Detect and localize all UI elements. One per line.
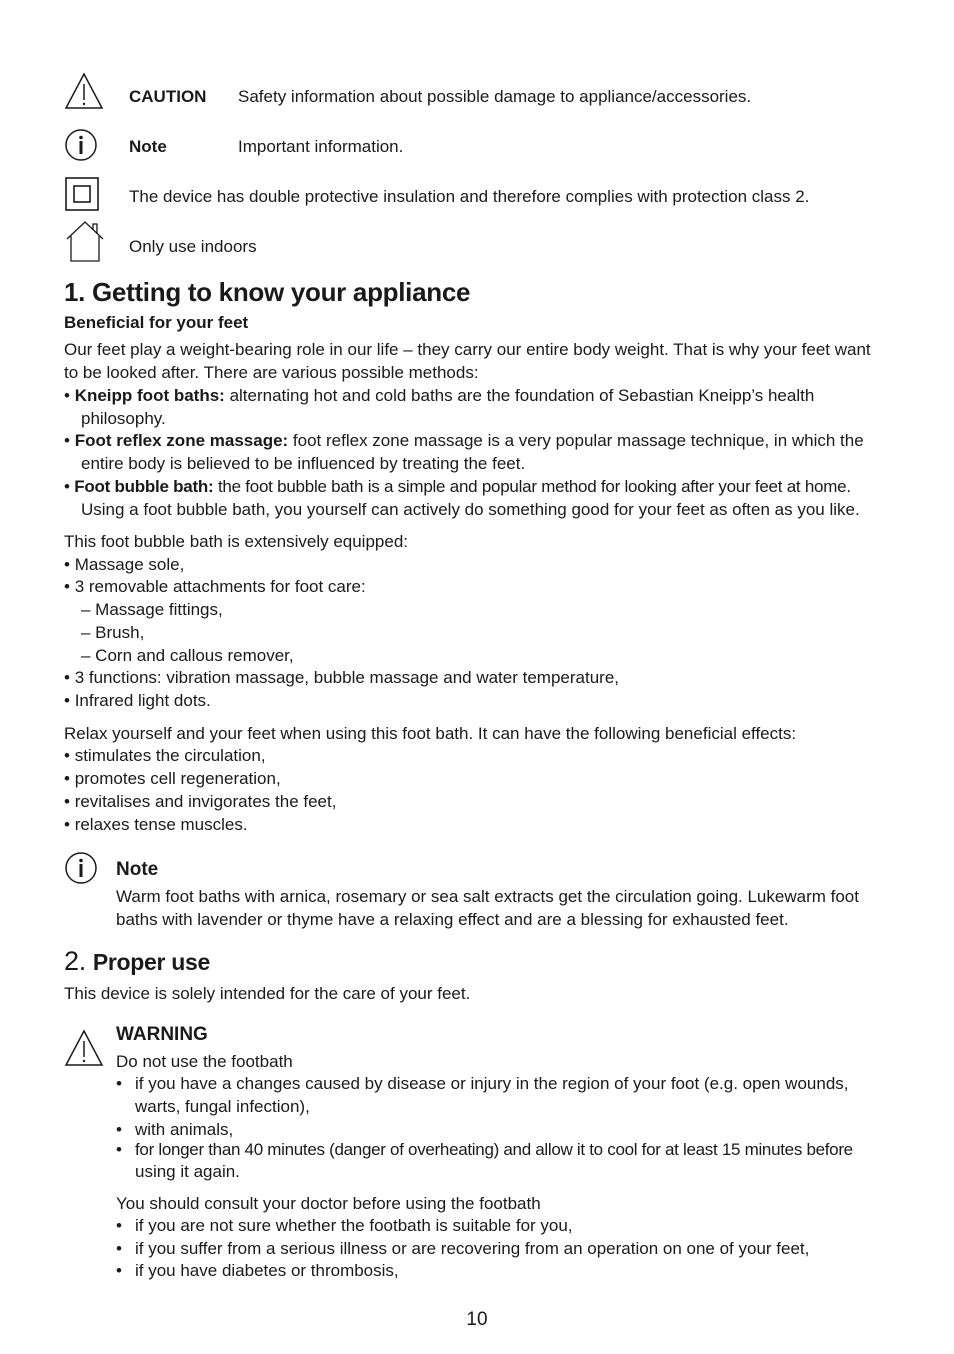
consult-item-text: if you are not sure whether the footbath is suitable for you, xyxy=(135,1216,573,1235)
consult-item-text: if you suffer from a serious illness or are recovering from an operation on one of your feet, xyxy=(135,1239,810,1258)
warning-item-text: if you have a changes caused by disease or injury in the region of your foot (e.g. open wounds, xyxy=(135,1074,849,1093)
section-2-title: Proper use xyxy=(92,949,211,975)
effects-intro: Relax yourself and your feet when using this foot bath. It can have the following beneficial effects: xyxy=(64,724,797,743)
warning-item-text-cont: warts, fungal infection), xyxy=(135,1097,310,1116)
intro-line-1: Our feet play a weight-bearing role in our life – they carry our entire body weight. That is why your feet want xyxy=(64,340,871,359)
class2-text: The device has double protective insulation and therefore complies with protection class 2. xyxy=(129,187,810,206)
equipped-item: • 3 removable attachments for foot care: xyxy=(64,577,366,596)
method-bubble-text: the foot bubble bath is a simple and popular method for looking after your feet at home. xyxy=(213,477,851,496)
indoors-text: Only use indoors xyxy=(129,237,257,256)
intro-line-2: to be looked after. There are various possible methods: xyxy=(64,363,479,382)
warning-item-text: for longer than 40 minutes (danger of overheating) and allow it to cool for at least 15 minutes before xyxy=(135,1140,853,1159)
equipped-item: • Infrared light dots. xyxy=(64,691,211,710)
warning-title: WARNING xyxy=(116,1024,208,1045)
consult-item: • xyxy=(116,1239,122,1258)
equipped-subitem: – Brush, xyxy=(81,623,145,642)
warning-item-text-cont: using it again. xyxy=(135,1162,240,1181)
note-label: Note xyxy=(129,137,167,156)
section-2-heading xyxy=(64,946,210,977)
protection-class-2-icon xyxy=(65,177,99,211)
effect-item: • relaxes tense muscles. xyxy=(64,815,248,834)
equipped-intro: This foot bubble bath is extensively equipped: xyxy=(64,532,409,551)
caution-label: CAUTION xyxy=(129,87,207,106)
consult-item-text: if you have diabetes or thrombosis, xyxy=(135,1261,399,1280)
method-reflex: • Foot reflex zone massage: foot reflex zone massage is a very popular massage technique, in which the xyxy=(64,431,864,450)
note-title: Note xyxy=(116,859,159,880)
consult-item: • xyxy=(116,1261,122,1280)
method-bubble-title: Foot bubble bath: xyxy=(74,477,214,496)
section-2-intro: This device is solely intended for the care of your feet. xyxy=(64,984,471,1003)
note-line-2: baths with lavender or thyme have a relaxing effect and are a blessing for exhausted feet. xyxy=(116,910,789,929)
method-reflex-cont: entire body is believed to be influenced by treating the feet. xyxy=(81,454,526,473)
method-kneipp-title: Kneipp foot baths: xyxy=(74,386,225,405)
indoor-house-icon xyxy=(64,219,106,263)
equipped-subitem: – Corn and callous remover, xyxy=(81,646,294,665)
method-kneipp-cont: philosophy. xyxy=(81,409,166,428)
warning-lead: Do not use the footbath xyxy=(116,1052,293,1071)
equipped-item: • 3 functions: vibration massage, bubble massage and water temperature, xyxy=(64,668,619,687)
page-number: 10 xyxy=(466,1309,488,1330)
info-icon xyxy=(64,128,98,162)
section-2-number: 2. xyxy=(64,946,86,976)
method-kneipp: • Kneipp foot baths: alternating hot and cold baths are the foundation of Sebastian Kneipp’s health xyxy=(64,386,815,405)
equipped-subitem: – Massage fittings, xyxy=(81,600,223,619)
effect-item: • revitalises and invigorates the feet, xyxy=(64,792,337,811)
method-reflex-text: foot reflex zone massage is a very popular massage technique, in which the xyxy=(288,431,864,450)
section-1-subheading: Beneficial for your feet xyxy=(64,313,249,332)
warning-item: • xyxy=(116,1074,122,1093)
method-bubble-cont: Using a foot bubble bath, you yourself can actively do something good for your feet as often as you like. xyxy=(81,500,860,519)
warning-item: • xyxy=(116,1140,122,1159)
caution-text: Safety information about possible damage to appliance/accessories. xyxy=(238,87,752,106)
method-kneipp-text: alternating hot and cold baths are the foundation of Sebastian Kneipp’s health xyxy=(224,386,815,405)
note-line-1: Warm foot baths with arnica, rosemary or sea salt extracts get the circulation going. Lukewarm foot xyxy=(116,887,859,906)
consult-item: • xyxy=(116,1216,122,1235)
effect-item: • stimulates the circulation, xyxy=(64,746,266,765)
warning-item-text: with animals, xyxy=(135,1120,234,1139)
effect-item: • promotes cell regeneration, xyxy=(64,769,281,788)
note-text: Important information. xyxy=(238,137,404,156)
consult-lead: You should consult your doctor before using the footbath xyxy=(116,1194,541,1213)
warning-triangle-icon xyxy=(64,72,104,110)
method-bubble: • Foot bubble bath: the foot bubble bath is a simple and popular method for looking after your feet at home. xyxy=(64,477,851,496)
warning-item: • xyxy=(116,1120,122,1139)
section-1-heading: 1. Getting to know your appliance xyxy=(64,277,471,307)
equipped-item: • Massage sole, xyxy=(64,555,185,574)
warning-triangle-icon xyxy=(64,1029,104,1067)
info-icon xyxy=(64,851,98,885)
method-reflex-title: Foot reflex zone massage: xyxy=(74,431,289,450)
